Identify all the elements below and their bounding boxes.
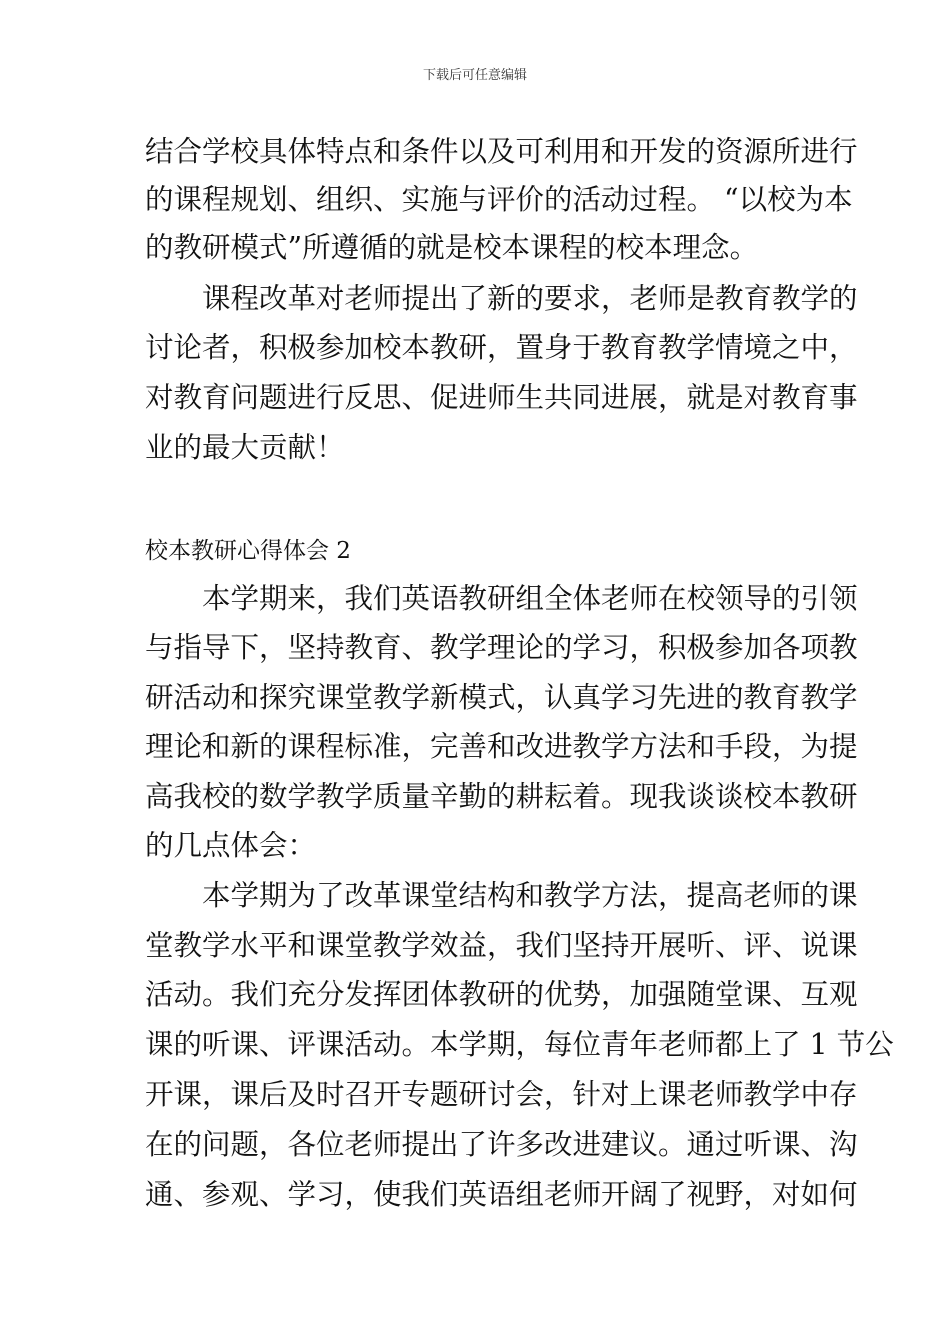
paragraph-line: 研活动和探究课堂教学新模式，认真学习先进的教育教学 bbox=[145, 681, 858, 714]
paragraph-line: 的几点体会： bbox=[145, 829, 317, 862]
paragraph-line: 讨论者，积极参加校本教研，置身于教育教学情境之中， bbox=[145, 331, 858, 364]
paragraph-line: 对教育问题进行反思、促进师生共同进展，就是对教育事 bbox=[145, 381, 858, 414]
paragraph-line: 的教研模式”所遵循的就是校本课程的校本理念。 bbox=[145, 231, 759, 264]
paragraph-line: 理论和新的课程标准，完善和改进教学方法和手段，为提 bbox=[145, 730, 858, 763]
paragraph-line: 课程改革对老师提出了新的要求，老师是教育教学的 bbox=[202, 282, 858, 315]
paragraph-line: 与指导下，坚持教育、教学理论的学习，积极参加各项教 bbox=[145, 631, 858, 664]
paragraph-line: 在的问题，各位老师提出了许多改进建议。通过听课、沟 bbox=[145, 1128, 858, 1161]
page-header: 下载后可任意编辑 bbox=[422, 68, 527, 83]
paragraph-line: 的课程规划、组织、实施与评价的活动过程。 “以校为本 bbox=[145, 183, 853, 216]
paragraph-line: 本学期为了改革课堂结构和教学方法，提高老师的课 bbox=[202, 879, 858, 912]
paragraph-line: 结合学校具体特点和条件以及可利用和开发的资源所进行 bbox=[145, 135, 858, 168]
paragraph-line: 高我校的数学教学质量辛勤的耕耘着。现我谈谈校本教研 bbox=[145, 780, 858, 813]
paragraph-line: 本学期来，我们英语教研组全体老师在校领导的引领 bbox=[202, 582, 858, 615]
paragraph-line: 通、参观、学习，使我们英语组老师开阔了视野，对如何 bbox=[145, 1178, 858, 1211]
paragraph-line: 业的最大贡献！ bbox=[145, 431, 345, 464]
paragraph-line: 课的听课、评课活动。本学期，每位青年老师都上了 1 节公 bbox=[145, 1028, 894, 1061]
paragraph-line: 开课，课后及时召开专题研讨会，针对上课老师教学中存 bbox=[145, 1078, 858, 1111]
paragraph-line: 活动。我们充分发挥团体教研的优势，加强随堂课、互观 bbox=[145, 978, 858, 1011]
paragraph-line: 堂教学水平和课堂教学效益，我们坚持开展听、评、说课 bbox=[145, 929, 858, 962]
section-heading: 校本教研心得体会 2 bbox=[145, 538, 351, 564]
